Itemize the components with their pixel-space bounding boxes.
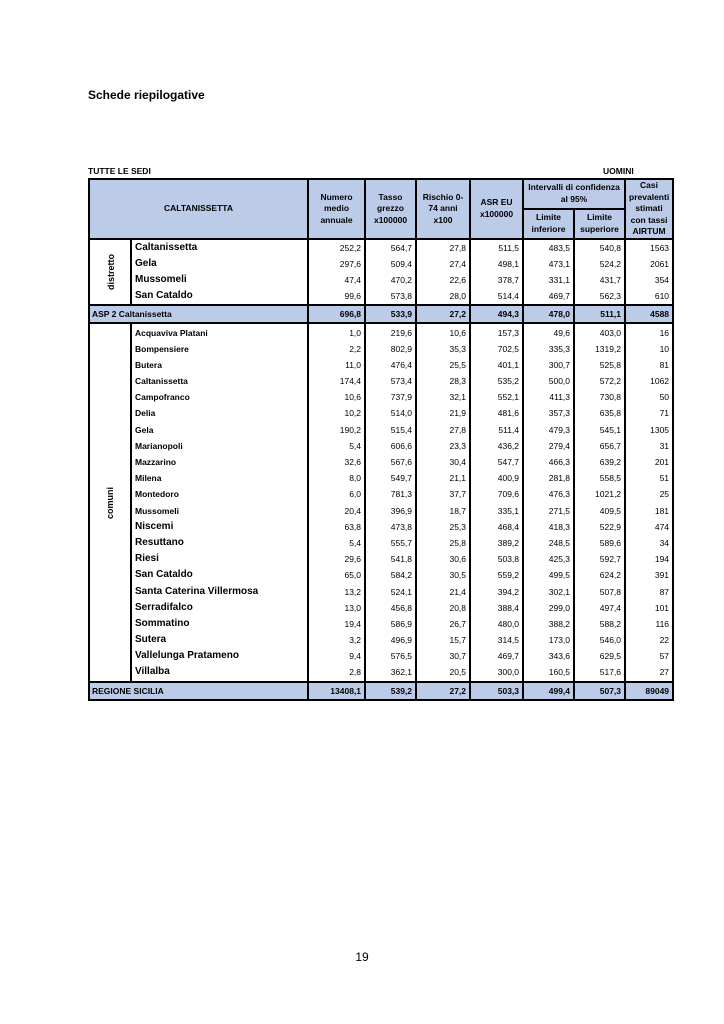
cell-sup: 546,0: [574, 632, 625, 648]
cell-inf: 357,3: [523, 405, 574, 421]
table-row: [89, 583, 673, 599]
cell-asr: 401,1: [470, 357, 523, 373]
table-row: [89, 470, 673, 486]
cell-numero: 10,6: [308, 389, 365, 405]
total-label: ASP 2 Caltanissetta: [89, 305, 308, 323]
table-row: [89, 551, 673, 567]
asp-total-row: [89, 305, 673, 323]
cell-inf: 49,6: [523, 323, 574, 340]
cell-numero: 9,4: [308, 648, 365, 664]
cell-sup: 403,0: [574, 323, 625, 340]
cell-inf: 299,0: [523, 600, 574, 616]
cell-casi: 22: [625, 632, 673, 648]
cell-sup: 524,2: [574, 256, 625, 272]
cell-rischio: 15,7: [416, 632, 470, 648]
cell-inf: 425,3: [523, 551, 574, 567]
cell-numero: 3,2: [308, 632, 365, 648]
total-cell-asr: 503,3: [470, 682, 523, 700]
cell-inf: 411,3: [523, 389, 574, 405]
cell-rischio: 27,8: [416, 239, 470, 256]
row-name: Mussomeli: [131, 503, 308, 519]
cell-asr: 552,1: [470, 389, 523, 405]
comuni-section: [89, 323, 673, 681]
cell-asr: 480,0: [470, 616, 523, 632]
cell-sup: 588,2: [574, 616, 625, 632]
cell-casi: 201: [625, 454, 673, 470]
table-row: [89, 357, 673, 373]
cell-rischio: 10,6: [416, 323, 470, 340]
cell-casi: 57: [625, 648, 673, 664]
cell-sup: 572,2: [574, 373, 625, 389]
cell-asr: 436,2: [470, 438, 523, 454]
cell-numero: 5,4: [308, 438, 365, 454]
total-label: REGIONE SICILIA: [89, 682, 308, 700]
cell-numero: 20,4: [308, 503, 365, 519]
cell-tasso: 496,9: [365, 632, 416, 648]
cell-asr: 535,2: [470, 373, 523, 389]
cell-asr: 511,4: [470, 422, 523, 438]
cell-tasso: 515,4: [365, 422, 416, 438]
cell-numero: 47,4: [308, 272, 365, 288]
row-name: Butera: [131, 357, 308, 373]
cell-asr: 702,5: [470, 341, 523, 357]
cell-sup: 629,5: [574, 648, 625, 664]
cell-casi: 34: [625, 535, 673, 551]
cell-casi: 474: [625, 519, 673, 535]
row-name: Gela: [131, 256, 308, 272]
cell-tasso: 396,9: [365, 503, 416, 519]
cell-asr: 157,3: [470, 323, 523, 340]
row-name: San Cataldo: [131, 567, 308, 583]
cell-sup: 497,4: [574, 600, 625, 616]
cell-tasso: 476,4: [365, 357, 416, 373]
cell-rischio: 22,6: [416, 272, 470, 288]
cell-casi: 101: [625, 600, 673, 616]
cell-casi: 194: [625, 551, 673, 567]
cell-inf: 300,7: [523, 357, 574, 373]
cell-casi: 16: [625, 323, 673, 340]
row-name: Caltanissetta: [131, 239, 308, 256]
cell-inf: 173,0: [523, 632, 574, 648]
cell-casi: 1305: [625, 422, 673, 438]
cell-rischio: 20,5: [416, 664, 470, 681]
total-cell-asr: 494,3: [470, 305, 523, 323]
cell-tasso: 541,8: [365, 551, 416, 567]
cell-rischio: 26,7: [416, 616, 470, 632]
cell-inf: 418,3: [523, 519, 574, 535]
cell-sup: 639,2: [574, 454, 625, 470]
cell-asr: 559,2: [470, 567, 523, 583]
group-label-cell: [89, 323, 131, 681]
cell-inf: 479,3: [523, 422, 574, 438]
cell-sup: 1319,2: [574, 341, 625, 357]
cell-inf: 388,2: [523, 616, 574, 632]
header-limite-inferiore: Limite inferiore: [523, 209, 574, 239]
cell-tasso: 473,8: [365, 519, 416, 535]
cell-numero: 252,2: [308, 239, 365, 256]
cell-sup: 730,8: [574, 389, 625, 405]
table-row: [89, 373, 673, 389]
cell-asr: 511,5: [470, 239, 523, 256]
row-name: Riesi: [131, 551, 308, 567]
total-cell-numero: 13408,1: [308, 682, 365, 700]
row-name: Acquaviva Platani: [131, 323, 308, 340]
cell-numero: 297,6: [308, 256, 365, 272]
cell-tasso: 606,6: [365, 438, 416, 454]
cell-asr: 335,1: [470, 503, 523, 519]
region-total-section: [89, 682, 673, 700]
cell-sup: 589,6: [574, 535, 625, 551]
cell-numero: 11,0: [308, 357, 365, 373]
cell-tasso: 567,6: [365, 454, 416, 470]
cell-asr: 469,7: [470, 648, 523, 664]
cell-tasso: 555,7: [365, 535, 416, 551]
cell-asr: 378,7: [470, 272, 523, 288]
total-cell-tasso: 539,2: [365, 682, 416, 700]
cell-sup: 562,3: [574, 288, 625, 305]
cell-numero: 29,6: [308, 551, 365, 567]
total-cell-inf: 478,0: [523, 305, 574, 323]
row-name: Milena: [131, 470, 308, 486]
cell-numero: 174,4: [308, 373, 365, 389]
table-row: [89, 632, 673, 648]
cell-numero: 13,2: [308, 583, 365, 599]
cell-sup: 431,7: [574, 272, 625, 288]
cell-casi: 1062: [625, 373, 673, 389]
cell-casi: 116: [625, 616, 673, 632]
cell-numero: 65,0: [308, 567, 365, 583]
cell-numero: 2,8: [308, 664, 365, 681]
cell-sup: 522,9: [574, 519, 625, 535]
cell-inf: 499,5: [523, 567, 574, 583]
cell-rischio: 30,6: [416, 551, 470, 567]
cell-asr: 389,2: [470, 535, 523, 551]
cell-rischio: 27,4: [416, 256, 470, 272]
row-name: Mussomeli: [131, 272, 308, 288]
table-row: [89, 323, 673, 340]
cell-casi: 1563: [625, 239, 673, 256]
table-row: [89, 567, 673, 583]
cell-numero: 63,8: [308, 519, 365, 535]
cell-tasso: 586,9: [365, 616, 416, 632]
row-name: San Cataldo: [131, 288, 308, 305]
cell-rischio: 37,7: [416, 486, 470, 502]
cell-tasso: 509,4: [365, 256, 416, 272]
cell-inf: 335,3: [523, 341, 574, 357]
header-limite-superiore: Limite superiore: [574, 209, 625, 239]
cell-tasso: 524,1: [365, 583, 416, 599]
cell-casi: 391: [625, 567, 673, 583]
cell-numero: 1,0: [308, 323, 365, 340]
row-name: Bompensiere: [131, 341, 308, 357]
cell-inf: 500,0: [523, 373, 574, 389]
table-row: [89, 256, 673, 272]
header-numero: Numero medio annuale: [308, 179, 365, 239]
cell-rischio: 21,1: [416, 470, 470, 486]
cell-sup: 558,5: [574, 470, 625, 486]
row-name: Montedoro: [131, 486, 308, 502]
total-cell-casi: 4588: [625, 305, 673, 323]
cell-rischio: 23,3: [416, 438, 470, 454]
cell-inf: 302,1: [523, 583, 574, 599]
cell-inf: 483,5: [523, 239, 574, 256]
cell-asr: 514,4: [470, 288, 523, 305]
cell-tasso: 576,5: [365, 648, 416, 664]
row-name: Sutera: [131, 632, 308, 648]
cell-casi: 610: [625, 288, 673, 305]
header-asr: ASR EU x100000: [470, 179, 523, 239]
cell-sup: 545,1: [574, 422, 625, 438]
cell-inf: 271,5: [523, 503, 574, 519]
cell-numero: 190,2: [308, 422, 365, 438]
cell-numero: 32,6: [308, 454, 365, 470]
cell-casi: 87: [625, 583, 673, 599]
cell-casi: 31: [625, 438, 673, 454]
cell-asr: 388,4: [470, 600, 523, 616]
cell-sup: 525,8: [574, 357, 625, 373]
total-cell-tasso: 533,9: [365, 305, 416, 323]
sex-label: UOMINI: [603, 166, 634, 176]
total-cell-rischio: 27,2: [416, 682, 470, 700]
cell-sup: 540,8: [574, 239, 625, 256]
cell-casi: 71: [625, 405, 673, 421]
cell-rischio: 25,3: [416, 519, 470, 535]
total-cell-casi: 89049: [625, 682, 673, 700]
table-row: [89, 389, 673, 405]
cell-rischio: 30,7: [416, 648, 470, 664]
cell-inf: 469,7: [523, 288, 574, 305]
cell-tasso: 456,8: [365, 600, 416, 616]
cell-rischio: 21,4: [416, 583, 470, 599]
cell-casi: 50: [625, 389, 673, 405]
table-row: [89, 239, 673, 256]
row-name: Marianopoli: [131, 438, 308, 454]
table-row: [89, 288, 673, 305]
cell-tasso: 584,2: [365, 567, 416, 583]
cell-rischio: 28,3: [416, 373, 470, 389]
cell-numero: 2,2: [308, 341, 365, 357]
table-row: [89, 341, 673, 357]
cell-tasso: 219,6: [365, 323, 416, 340]
distretto-section: [89, 239, 673, 306]
row-name: Caltanissetta: [131, 373, 308, 389]
cell-casi: 25: [625, 486, 673, 502]
table-row: [89, 486, 673, 502]
cell-numero: 13,0: [308, 600, 365, 616]
cell-sup: 507,8: [574, 583, 625, 599]
row-name: Resuttano: [131, 535, 308, 551]
cell-inf: 279,4: [523, 438, 574, 454]
row-name: Sommatino: [131, 616, 308, 632]
cell-tasso: 573,8: [365, 288, 416, 305]
header-intervalli: Intervalli di confidenza al 95%: [523, 179, 625, 209]
cell-casi: 181: [625, 503, 673, 519]
table-row: [89, 438, 673, 454]
cell-casi: 81: [625, 357, 673, 373]
header-casi: Casi prevalenti stimati con tassi AIRTUM: [625, 179, 673, 239]
cell-numero: 99,6: [308, 288, 365, 305]
cell-rischio: 18,7: [416, 503, 470, 519]
table-row: [89, 535, 673, 551]
table-row: [89, 648, 673, 664]
cell-tasso: 573,4: [365, 373, 416, 389]
cell-sup: 517,6: [574, 664, 625, 681]
total-cell-sup: 507,3: [574, 682, 625, 700]
cell-inf: 248,5: [523, 535, 574, 551]
cell-asr: 503,8: [470, 551, 523, 567]
table-row: [89, 600, 673, 616]
group-label-cell: [89, 239, 131, 306]
cell-rischio: 35,3: [416, 341, 470, 357]
cell-asr: 468,4: [470, 519, 523, 535]
cell-casi: 27: [625, 664, 673, 681]
cell-asr: 314,5: [470, 632, 523, 648]
cell-inf: 473,1: [523, 256, 574, 272]
cell-inf: 466,3: [523, 454, 574, 470]
asp-total-section: [89, 305, 673, 323]
cell-tasso: 514,0: [365, 405, 416, 421]
row-name: Santa Caterina Villermosa: [131, 583, 308, 599]
cell-rischio: 30,4: [416, 454, 470, 470]
cell-inf: 343,6: [523, 648, 574, 664]
total-cell-numero: 696,8: [308, 305, 365, 323]
row-name: Niscemi: [131, 519, 308, 535]
header-rischio: Rischio 0-74 anni x100: [416, 179, 470, 239]
cell-numero: 5,4: [308, 535, 365, 551]
row-name: Campofranco: [131, 389, 308, 405]
cell-casi: 2061: [625, 256, 673, 272]
cell-rischio: 20,8: [416, 600, 470, 616]
table-row: [89, 664, 673, 681]
row-name: Villalba: [131, 664, 308, 681]
cell-inf: 281,8: [523, 470, 574, 486]
cell-asr: 547,7: [470, 454, 523, 470]
cell-casi: 10: [625, 341, 673, 357]
row-name: Delia: [131, 405, 308, 421]
cell-asr: 300,0: [470, 664, 523, 681]
cell-sup: 635,8: [574, 405, 625, 421]
cell-rischio: 32,1: [416, 389, 470, 405]
cell-numero: 19,4: [308, 616, 365, 632]
cell-casi: 51: [625, 470, 673, 486]
cell-asr: 481,6: [470, 405, 523, 421]
header-area: CALTANISSETTA: [89, 179, 308, 239]
cell-asr: 709,6: [470, 486, 523, 502]
cell-sup: 592,7: [574, 551, 625, 567]
table-row: [89, 503, 673, 519]
cell-tasso: 549,7: [365, 470, 416, 486]
group-label: distretto: [106, 253, 116, 290]
total-cell-rischio: 27,2: [416, 305, 470, 323]
cell-sup: 1021,2: [574, 486, 625, 502]
cell-inf: 331,1: [523, 272, 574, 288]
cell-rischio: 27,8: [416, 422, 470, 438]
cell-inf: 160,5: [523, 664, 574, 681]
cell-numero: 8,0: [308, 470, 365, 486]
cell-rischio: 25,5: [416, 357, 470, 373]
page-title: Schede riepilogative: [88, 88, 205, 102]
row-name: Mazzarino: [131, 454, 308, 470]
cell-numero: 10,2: [308, 405, 365, 421]
cell-tasso: 564,7: [365, 239, 416, 256]
cell-tasso: 737,9: [365, 389, 416, 405]
cell-tasso: 781,3: [365, 486, 416, 502]
cell-rischio: 21,9: [416, 405, 470, 421]
row-name: Vallelunga Pratameno: [131, 648, 308, 664]
cell-sup: 409,5: [574, 503, 625, 519]
cell-tasso: 470,2: [365, 272, 416, 288]
page-number: 19: [355, 950, 369, 964]
row-name: Gela: [131, 422, 308, 438]
cell-asr: 400,9: [470, 470, 523, 486]
cell-rischio: 30,5: [416, 567, 470, 583]
statistics-table: [88, 178, 674, 701]
table-row: [89, 272, 673, 288]
cell-rischio: 25,8: [416, 535, 470, 551]
total-cell-inf: 499,4: [523, 682, 574, 700]
cell-sup: 656,7: [574, 438, 625, 454]
table-row: [89, 405, 673, 421]
cell-tasso: 362,1: [365, 664, 416, 681]
table-row: [89, 519, 673, 535]
cell-sup: 624,2: [574, 567, 625, 583]
table-row: [89, 422, 673, 438]
header-tasso: Tasso grezzo x100000: [365, 179, 416, 239]
row-name: Serradifalco: [131, 600, 308, 616]
total-cell-sup: 511,1: [574, 305, 625, 323]
cell-asr: 394,2: [470, 583, 523, 599]
table-row: [89, 454, 673, 470]
region-total-row: [89, 682, 673, 700]
cell-numero: 6,0: [308, 486, 365, 502]
cell-tasso: 802,9: [365, 341, 416, 357]
cell-inf: 476,3: [523, 486, 574, 502]
cell-rischio: 28,0: [416, 288, 470, 305]
cell-asr: 498,1: [470, 256, 523, 272]
sede-label: TUTTE LE SEDI: [88, 166, 151, 176]
cell-casi: 354: [625, 272, 673, 288]
group-label: comuni: [104, 486, 115, 519]
table-row: [89, 616, 673, 632]
